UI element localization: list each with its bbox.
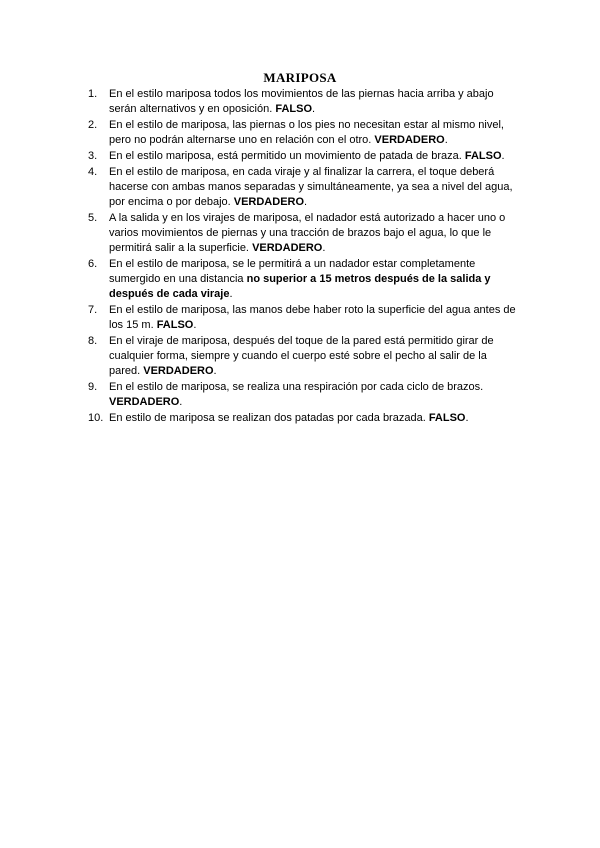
list-item <box>88 149 520 164</box>
item-tail: . <box>304 196 308 208</box>
item-number: 6. <box>88 258 98 270</box>
item-answer: FALSO <box>156 319 194 331</box>
item-tail: . <box>322 242 326 254</box>
item-answer: VERDADERO <box>252 242 323 254</box>
item-answer: VERDADERO <box>233 196 305 208</box>
list-item <box>88 380 520 410</box>
item-text: En el viraje de mariposa, después del toque de la pared está permitido girar de cualquier forma, siempre y cuando el cuerpo esté sobre el pecho al salir de la pared. <box>109 335 494 377</box>
item-text: En el estilo de mariposa, se le permitirá a un nadador estar completamente sumergido en una distancia <box>109 258 476 285</box>
document-title: MARIPOSA <box>263 70 337 85</box>
item-answer: no superior a 15 metros después de la salida y después de cada viraje <box>109 273 491 300</box>
list-item <box>88 257 520 302</box>
item-text: A la salida y en los virajes de mariposa, el nadador está autorizado a hacer uno o varios movimientos de piernas y una tracción de brazos bajo el agua, lo que le permitirá salir a la superficie. <box>109 212 506 254</box>
item-number: 10. <box>88 412 104 424</box>
list-item <box>88 334 520 379</box>
item-answer: FALSO <box>464 150 502 162</box>
item-number: 2. <box>88 119 98 131</box>
item-tail: . <box>213 365 217 377</box>
list-item <box>88 165 520 210</box>
item-number: 3. <box>88 150 98 162</box>
item-tail: . <box>501 150 505 162</box>
item-text: En el estilo de mariposa, se realiza una respiración por cada ciclo de brazos. <box>109 381 484 393</box>
item-tail: . <box>229 288 233 300</box>
item-tail: . <box>312 103 316 115</box>
item-answer: FALSO <box>275 103 312 115</box>
item-number: 1. <box>88 88 98 100</box>
item-text: En el estilo de mariposa, las manos debe haber roto la superficie del agua antes de los 15 m. <box>109 304 516 331</box>
list-item <box>88 87 520 117</box>
item-text: En el estilo mariposa todos los movimientos de las piernas hacia arriba y abajo serán alternativos y en oposición. <box>109 88 494 115</box>
item-tail: . <box>193 319 197 331</box>
item-answer: VERDADERO <box>374 134 445 146</box>
item-number: 4. <box>88 166 98 178</box>
item-text: En el estilo de mariposa, en cada viraje y al finalizar la carrera, el toque deberá hacerse con ambas manos separadas y simultáneamente, ya sea a nivel del agua, por encima o por debajo. <box>109 166 513 208</box>
item-answer: FALSO <box>428 412 466 424</box>
list-item <box>88 303 520 333</box>
item-tail: . <box>444 134 448 146</box>
item-text: En el estilo de mariposa, las piernas o los pies no necesitan estar al mismo nivel, pero no podrán alternarse uno en relación con el otro. <box>109 119 504 146</box>
list-item <box>88 411 520 426</box>
item-number: 5. <box>88 212 98 224</box>
item-text: En el estilo mariposa, está permitido un movimiento de patada de braza. <box>109 150 465 162</box>
statement-list <box>88 87 520 427</box>
item-text: En estilo de mariposa se realizan dos patadas por cada brazada. <box>109 412 429 424</box>
item-tail: . <box>465 412 469 424</box>
item-answer: VERDADERO <box>109 396 180 408</box>
list-item <box>88 118 520 148</box>
item-tail: . <box>179 396 183 408</box>
item-number: 9. <box>88 381 98 393</box>
item-answer: VERDADERO <box>143 365 214 377</box>
item-number: 8. <box>88 335 98 347</box>
item-number: 7. <box>88 304 98 316</box>
list-item <box>88 211 520 256</box>
